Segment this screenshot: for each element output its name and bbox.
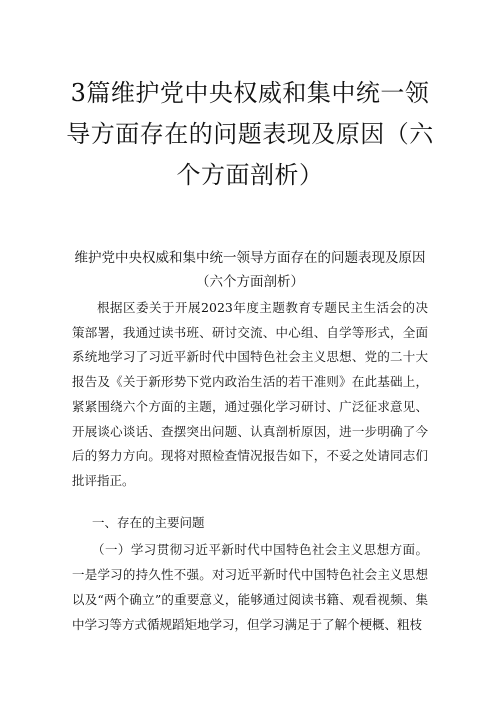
section-paragraph: （一）学习贯彻习近平新时代中国特色社会主义思想方面。一是学习的持久性不强。对习近平新时代中国特色社会主义思想以及“两个确立”的重要意义，能够通过阅读书籍、观看视频、集中学习等方式循规蹈矩地学习，但学习满足于了解个梗概、粗枝 xyxy=(72,542,428,632)
document-subtitle: 维护党中央权威和集中统一领导方面存在的问题表现及原因（六个方面剖析） xyxy=(74,250,426,290)
section-heading: 一、存在的主要问题 xyxy=(92,515,205,530)
intro-paragraph: 根据区委关于开展2023年度主题教育专题民主生活会的决策部署，我通过读书班、研讨交流、中心组、自学等形式，全面系统地学习了习近平新时代中国特色社会主义思想、党的二十大报告及《关于新形势下党内政治生活的若干准则》在此基础上，紧紧围绕六个方面的主题，通过强化学习研讨、广泛征求意见、开展谈心谈话、查摆突出问题、认真剖析原因，进一步明确了今后的努力方向。现将对照检查情况报告如下，不妥之处请同志们批评指正。 xyxy=(72,300,428,488)
document-title: 3篇维护党中央权威和集中统一领导方面存在的问题表现及原因（六个方面剖析） xyxy=(66,79,434,189)
